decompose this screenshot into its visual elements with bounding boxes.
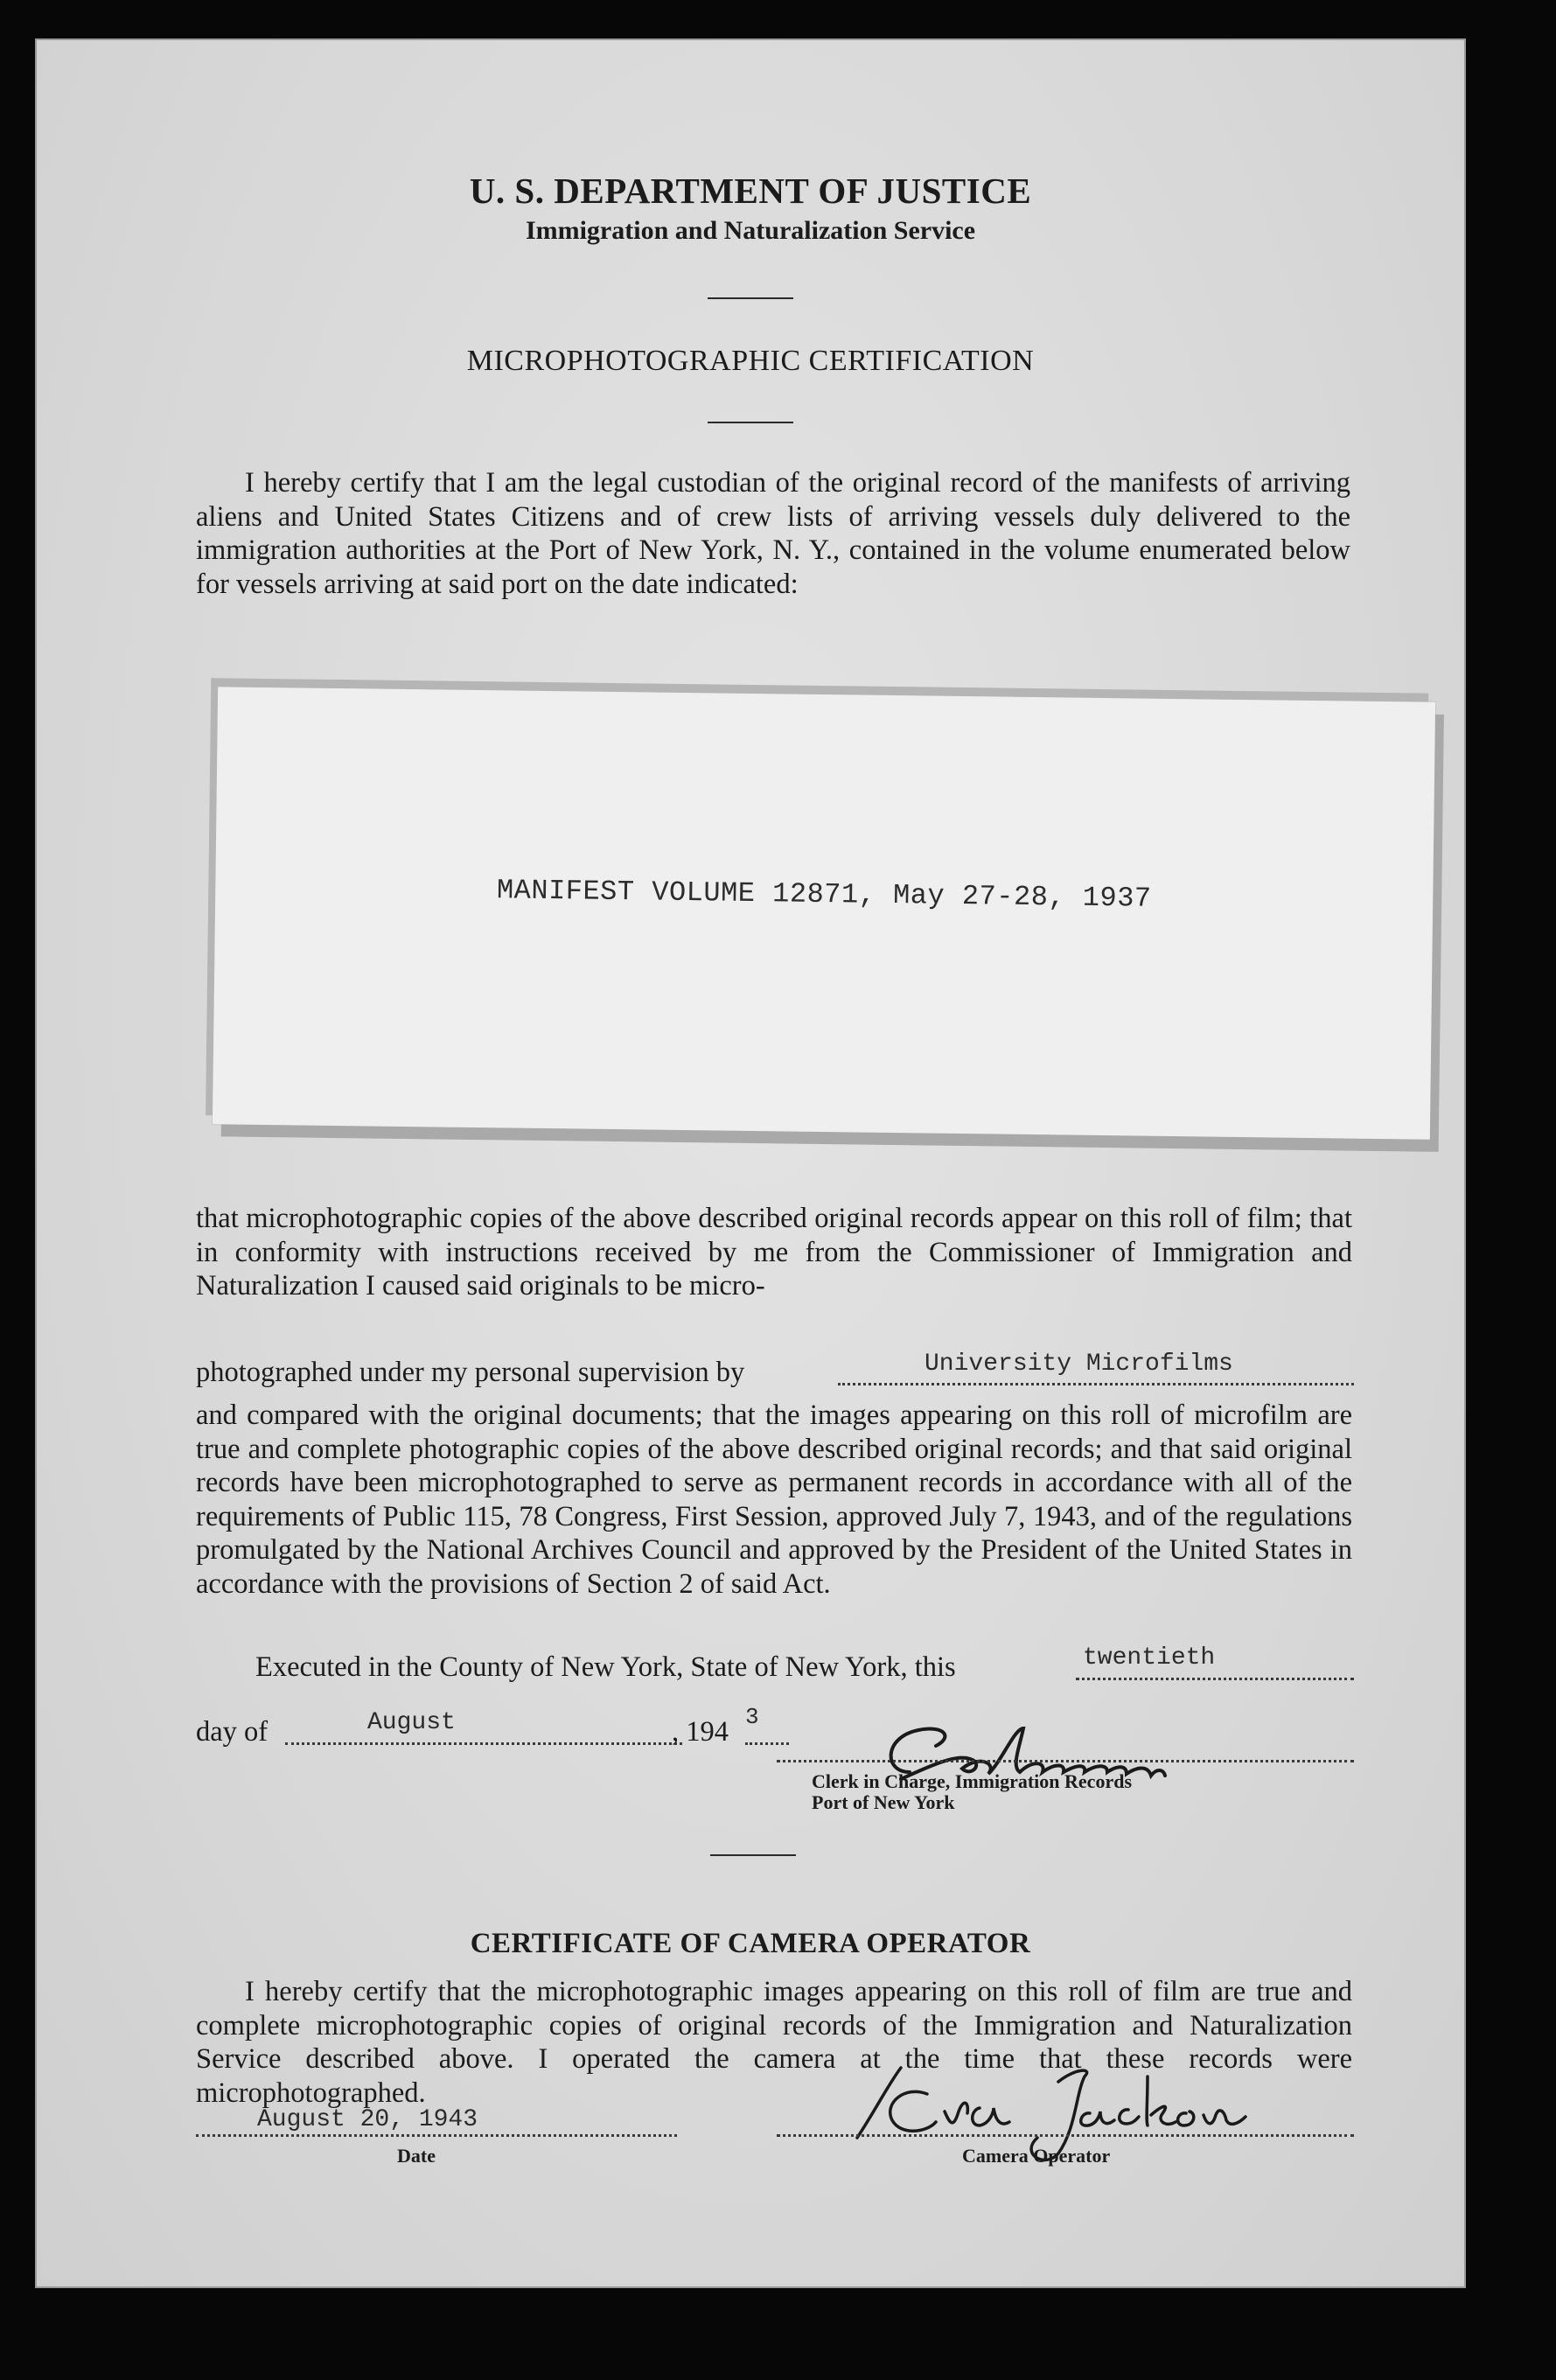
divider-rule xyxy=(708,297,793,299)
year-prefix: , 194 xyxy=(672,1716,729,1748)
operator-signature-line xyxy=(777,2134,1354,2137)
year-typed-value: 3 xyxy=(745,1704,759,1730)
camera-date-typed-value: August 20, 1943 xyxy=(257,2106,478,2133)
body-paragraph-part1: that microphotographic copies of the above described original records appear on this roll of film; that in conformity with instructions received by me from the Commissioner of Immigration and Naturalization I caused said originals to be micro- xyxy=(196,1203,1352,1302)
supervision-fill-line xyxy=(838,1383,1354,1385)
camera-certificate-title: CERTIFICATE OF CAMERA OPERATOR xyxy=(470,1928,1031,1959)
day-of-label: day of xyxy=(196,1716,269,1748)
supervision-typed-value: University Microfilms xyxy=(925,1351,1233,1378)
department-heading: U. S. DEPARTMENT OF JUSTICE xyxy=(469,171,1032,211)
clerk-title: Clerk in Charge, Immigration Records xyxy=(812,1770,1133,1792)
date-fill-line xyxy=(196,2134,677,2137)
day-fill-line xyxy=(1076,1678,1354,1680)
volume-slip xyxy=(213,687,1435,1139)
certificate-page xyxy=(35,38,1466,2288)
certification-title: MICROPHOTOGRAPHIC CERTIFICATION xyxy=(466,345,1035,377)
date-label: Date xyxy=(397,2145,436,2167)
month-typed-value: August xyxy=(367,1709,456,1736)
service-subheading: Immigration and Naturalization Service xyxy=(525,216,976,245)
divider-rule xyxy=(708,422,793,423)
intro-paragraph xyxy=(196,466,1350,601)
day-typed-value: twentieth xyxy=(1083,1644,1216,1672)
operator-label: Camera Operator xyxy=(962,2145,1111,2167)
supervision-prefix: photographed under my personal supervision by xyxy=(196,1357,745,1388)
camera-certificate-body: I hereby certify that the microphotographic images appearing on this roll of film are true and complete microphotographic copies of original records of the Immigration and Naturalization Service described above. I operated the camera at the time that these records were microphotographed. xyxy=(196,1976,1352,2109)
year-fill-line xyxy=(745,1742,789,1745)
body-paragraph-part2: and compared with the original documents; that the images appearing on this roll of microfilm are true and complete photographic copies of the above described original records; and that said original records have been microphotographed to serve as permanent records in accordance with all of the requirements of Public 115, 78 Congress, First Session, approved July 7, 1943, and of the regulations promulgated by the National Archives Council and approved by the President of the United States in accordance with the provisions of Section 2 of said Act. xyxy=(196,1399,1352,1600)
divider-rule xyxy=(710,1854,796,1856)
execution-prefix: Executed in the County of New York, State of New York, this xyxy=(255,1651,956,1683)
month-fill-line xyxy=(285,1742,682,1745)
manifest-volume-label: MANIFEST VOLUME 12871, May 27-28, 1937 xyxy=(496,874,1152,915)
clerk-location: Port of New York xyxy=(812,1791,955,1813)
intro-text: I hereby certify that I am the legal custodian of the original record of the manifests of arriving aliens and United States Citizens and of crew lists of arriving vessels duly delivered to the immigration authorities at the Port of New York, N. Y., contained in the volume enumerated below for vessels arriving at said port on the date indicated: xyxy=(196,467,1350,600)
clerk-signature-line xyxy=(777,1760,1354,1762)
